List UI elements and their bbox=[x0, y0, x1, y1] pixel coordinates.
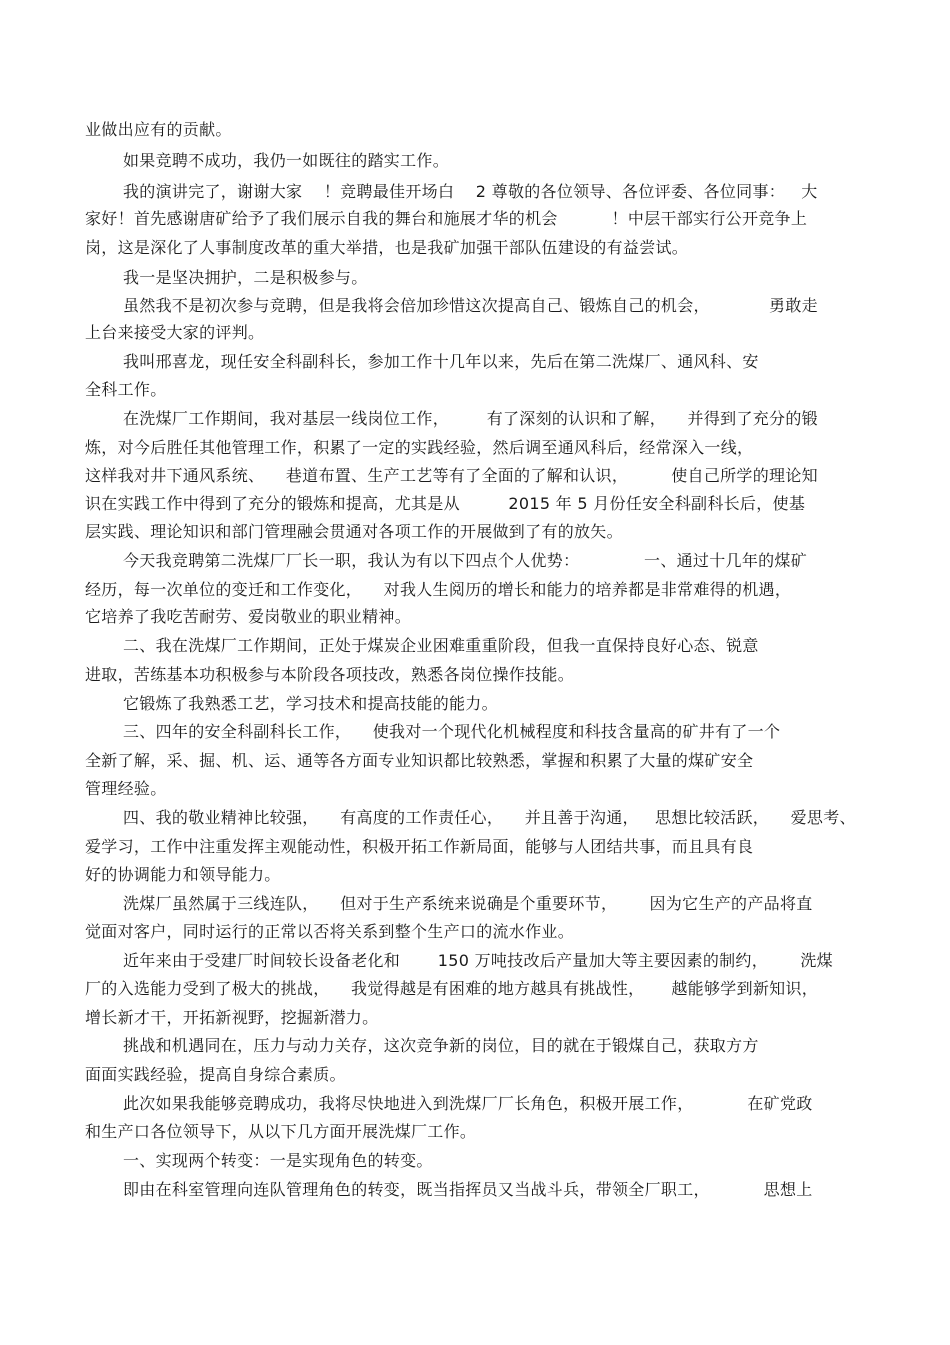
text-line: 我一是坚决拥护，二是积极参与。 bbox=[123, 268, 368, 287]
text-line: 上台来接受大家的评判。 bbox=[85, 323, 265, 342]
text-line: 层实践、理论知识和部门管理融会贯通对各项工作的开展做到了有的放矢。 bbox=[85, 522, 623, 541]
text-line: 如果竞聘不成功，我仍一如既往的踏实工作。 bbox=[123, 151, 450, 170]
text-line: 爱学习，工作中注重发挥主观能动性，积极开拓工作新局面，能够与人团结共事，而且具有良 bbox=[85, 837, 754, 856]
text-line: 在洗煤厂工作期间，我对基层一线岗位工作， 有了深刻的认识和了解， 并得到了充分的锻 bbox=[123, 409, 818, 428]
text-line: 即由在科室管理向连队管理角色的转变，既当指挥员又当战斗兵，带领全厂职工， 思想上 bbox=[123, 1180, 813, 1199]
text-line: 这样我对井下通风系统、 巷道布置、生产工艺等有了全面的了解和认识， 使自己所学的理论知 bbox=[85, 466, 818, 485]
text-line: 增长新才干，开拓新视野，挖掘新潜力。 bbox=[85, 1008, 379, 1027]
text-line: 识在实践工作中得到了充分的锻炼和提高，尤其是从 2015 年 5 月份任安全科副科长后，使基 bbox=[85, 494, 806, 513]
text-line: 和生产口各位领导下，从以下几方面开展洗煤厂工作。 bbox=[85, 1122, 477, 1141]
text-line: 它锻炼了我熟悉工艺，学习技术和提高技能的能力。 bbox=[123, 694, 498, 713]
text-line: 近年来由于受建厂时间较长设备老化和 150 万吨技改后产量加大等主要因素的制约， 洗煤 bbox=[123, 951, 833, 970]
text-line: 全科工作。 bbox=[85, 380, 167, 399]
text-line: 今天我竞聘第二洗煤厂厂长一职，我认为有以下四点个人优势： 一、通过十几年的煤矿 bbox=[123, 551, 808, 570]
text-line: 它培养了我吃苦耐劳、爱岗敬业的职业精神。 bbox=[85, 607, 412, 626]
text-line: 业做出应有的贡献。 bbox=[85, 120, 232, 139]
text-line: 此次如果我能够竞聘成功，我将尽快地进入到洗煤厂厂长角色，积极开展工作， 在矿党政 bbox=[123, 1094, 813, 1113]
text-line: 经历，每一次单位的变迁和工作变化， 对我人生阅历的增长和能力的培养都是非常难得的机遇， bbox=[85, 580, 792, 599]
text-line: 我叫邢喜龙，现任安全科副科长，参加工作十几年以来，先后在第二洗煤厂、通风科、安 bbox=[123, 352, 759, 371]
text-line: 一、实现两个转变：一是实现角色的转变。 bbox=[123, 1151, 433, 1170]
text-line: 进取，苦练基本功积极参与本阶段各项技改，熟悉各岗位操作技能。 bbox=[85, 665, 575, 684]
text-line: 厂的入选能力受到了极大的挑战， 我觉得越是有困难的地方越具有挑战性， 越能够学到新知识， bbox=[85, 979, 819, 998]
text-line: 四、我的敬业精神比较强， 有高度的工作责任心， 并且善于沟通， 思想比较活跃， 爱思考、 bbox=[123, 808, 856, 827]
text-line: 洗煤厂虽然属于三线连队， 但对于生产系统来说确是个重要环节， 因为它生产的产品将直 bbox=[123, 894, 813, 913]
text-line: 二、我在洗煤厂工作期间，正处于煤炭企业困难重重阶段，但我一直保持良好心态、锐意 bbox=[123, 636, 759, 655]
text-line: 挑战和机遇同在，压力与动力关存，这次竞争新的岗位，目的就在于锻煤自己，获取方方 bbox=[123, 1036, 759, 1055]
text-line: 好的协调能力和领导能力。 bbox=[85, 865, 281, 884]
text-line: 面面实践经验，提高自身综合素质。 bbox=[85, 1065, 346, 1084]
text-line: 管理经验。 bbox=[85, 779, 167, 798]
text-line: 岗，这是深化了人事制度改革的重大举措，也是我矿加强干部队伍建设的有益尝试。 bbox=[85, 238, 689, 257]
text-line: 全新了解，采、掘、机、运、通等各方面专业知识都比较熟悉，掌握和积累了大量的煤矿安全 bbox=[85, 751, 754, 770]
text-line: 虽然我不是初次参与竞聘，但是我将会倍加珍惜这次提高自己、锻炼自己的机会， 勇敢走 bbox=[123, 296, 818, 315]
text-line: 三、四年的安全科副科长工作， 使我对一个现代化机械程度和科技含量高的矿井有了一个 bbox=[123, 722, 781, 741]
text-line: 觉面对客户，同时运行的正常以否将关系到整个生产口的流水作业。 bbox=[85, 922, 575, 941]
text-line: 家好！首先感谢唐矿给予了我们展示自我的舞台和施展才华的机会 ！中层干部实行公开竞争上 bbox=[85, 209, 808, 228]
text-line: 炼，对今后胜任其他管理工作，积累了一定的实践经验，然后调至通风科后，经常深入一线， bbox=[85, 438, 754, 457]
text-line: 我的演讲完了，谢谢大家 ！竞聘最佳开场白 2 尊敬的各位领导、各位评委、各位同事： 大 bbox=[123, 182, 818, 201]
